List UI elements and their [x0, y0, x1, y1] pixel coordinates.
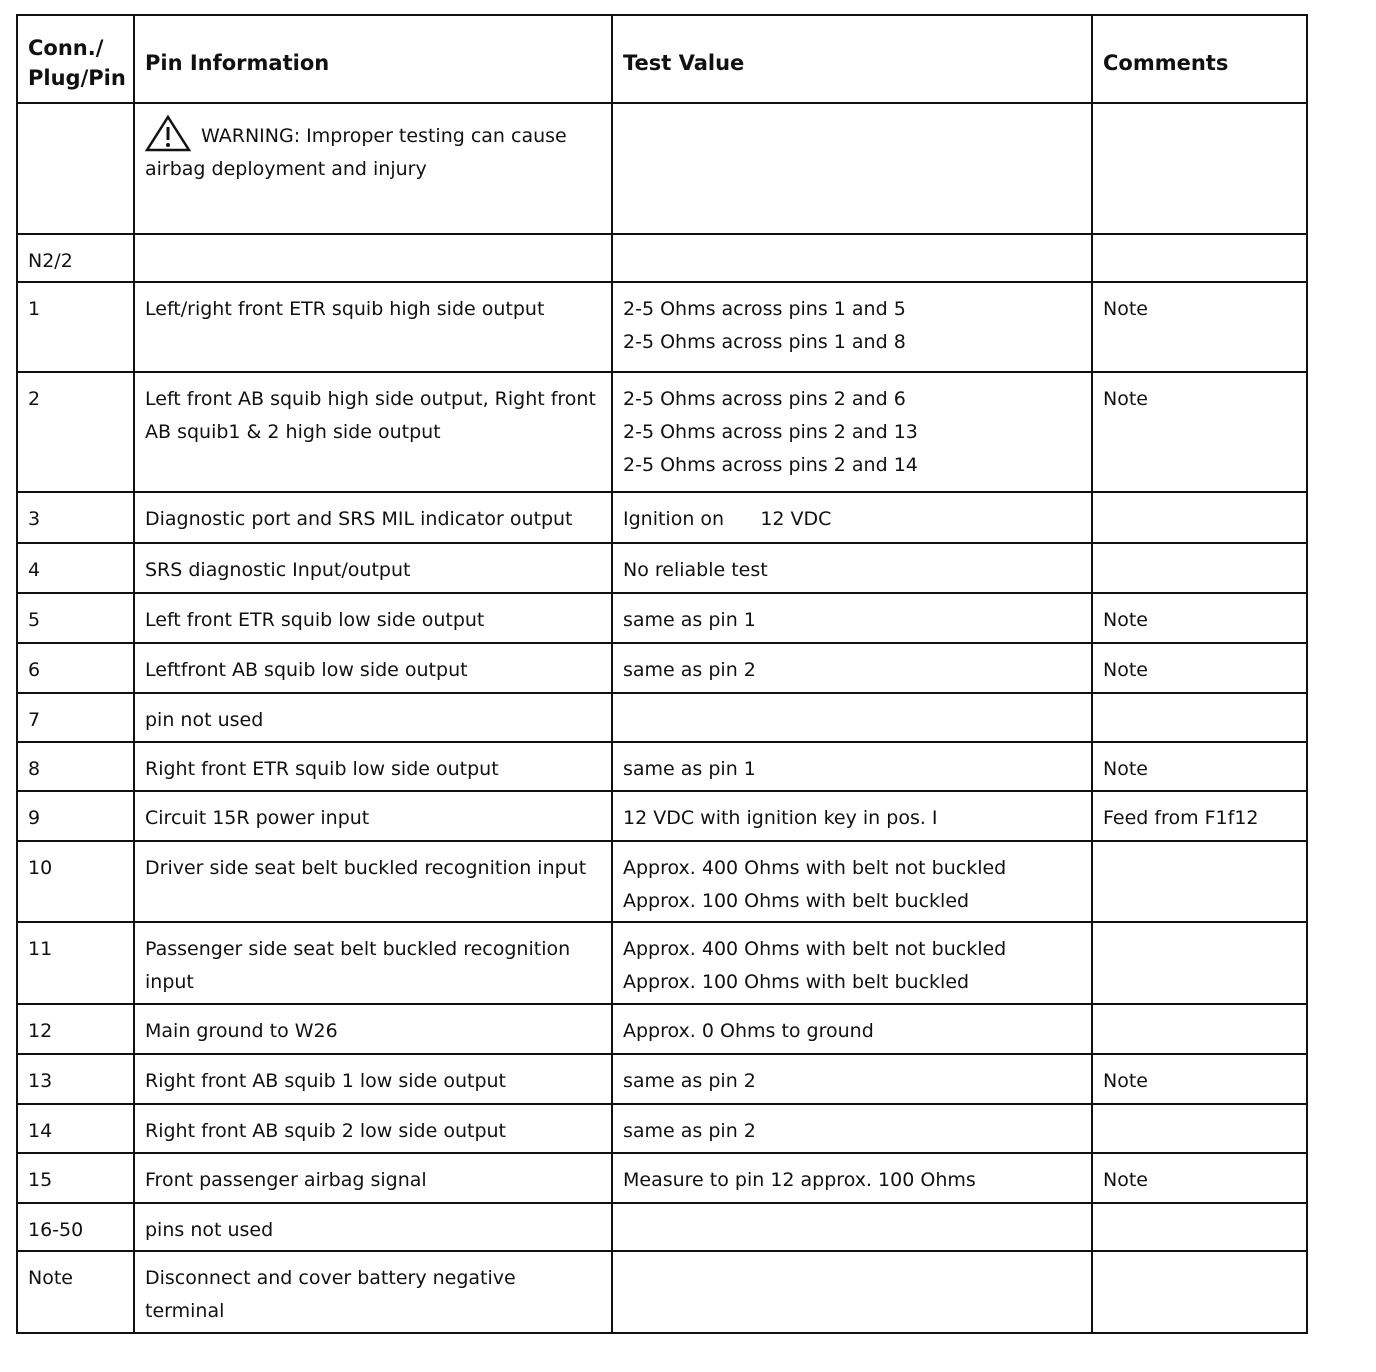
- comment: [1092, 543, 1307, 593]
- test-value: [612, 1004, 1092, 1054]
- test-value: [612, 791, 1092, 841]
- test-value-line: Approx. 100 Ohms with belt buckled: [623, 890, 970, 912]
- test-value: [612, 593, 1092, 643]
- pin-information: Passenger side seat belt buckled recognition input: [134, 922, 612, 1004]
- comment: [1092, 1104, 1307, 1153]
- table-cell: [17, 103, 134, 234]
- table-row: [17, 593, 1307, 643]
- comment: Note: [1092, 1054, 1307, 1104]
- warning-cell: [134, 103, 612, 234]
- table-row: [17, 1251, 1307, 1333]
- test-value-line: 2-5 Ohms across pins 1 and 5: [623, 298, 906, 320]
- pin-information: Circuit 15R power input: [134, 791, 612, 841]
- pin-number: 8: [17, 742, 134, 791]
- test-value-line: No reliable test: [623, 559, 768, 581]
- comment: [1092, 1251, 1307, 1333]
- table-row: [17, 1203, 1307, 1251]
- table-row: [17, 492, 1307, 543]
- table-row: [17, 742, 1307, 791]
- test-value-line: same as pin 2: [623, 659, 756, 681]
- test-value-line: same as pin 1: [623, 609, 756, 631]
- pin-number: 14: [17, 1104, 134, 1153]
- table-row: [17, 234, 1307, 282]
- table-row: [17, 1054, 1307, 1104]
- test-value-line: Approx. 0 Ohms to ground: [623, 1020, 874, 1042]
- pin-number: 10: [17, 841, 134, 922]
- pin-information: Main ground to W26: [134, 1004, 612, 1054]
- test-value-line: Approx. 400 Ohms with belt not buckled: [623, 857, 1007, 879]
- test-value-line: same as pin 2: [623, 1070, 756, 1092]
- table-row: [17, 922, 1307, 1004]
- comment: [1092, 1004, 1307, 1054]
- pin-information: pins not used: [134, 1203, 612, 1251]
- comment: [1092, 234, 1307, 282]
- pin-information: Driver side seat belt buckled recognition input: [134, 841, 612, 922]
- pin-number: 15: [17, 1153, 134, 1203]
- table-row: [17, 1004, 1307, 1054]
- pin-number: 5: [17, 593, 134, 643]
- comment: [1092, 1203, 1307, 1251]
- test-value: [612, 543, 1092, 593]
- pin-number: 12: [17, 1004, 134, 1054]
- header-row: [17, 15, 1307, 103]
- pin-number: 13: [17, 1054, 134, 1104]
- comment: Note: [1092, 742, 1307, 791]
- pin-information: Right front AB squib 2 low side output: [134, 1104, 612, 1153]
- pin-number: N2/2: [17, 234, 134, 282]
- pin-information: Diagnostic port and SRS MIL indicator output: [134, 492, 612, 543]
- pin-number: 11: [17, 922, 134, 1004]
- test-value-line: 2-5 Ohms across pins 2 and 14: [623, 454, 918, 476]
- pin-number: 9: [17, 791, 134, 841]
- pin-number: 6: [17, 643, 134, 693]
- pin-number: 1: [17, 282, 134, 372]
- pin-number: 16-50: [17, 1203, 134, 1251]
- pin-information: pin not used: [134, 693, 612, 742]
- pin-number: 3: [17, 492, 134, 543]
- pin-information: SRS diagnostic Input/output: [134, 543, 612, 593]
- pin-information: Left/right front ETR squib high side output: [134, 282, 612, 372]
- pin-rows: [17, 234, 1307, 1333]
- test-value: [612, 643, 1092, 693]
- comment: [1092, 841, 1307, 922]
- test-value-line: Approx. 100 Ohms with belt buckled: [623, 971, 970, 993]
- test-value-line: Approx. 400 Ohms with belt not buckled: [623, 938, 1007, 960]
- comment: Note: [1092, 1153, 1307, 1203]
- test-value: [612, 841, 1092, 922]
- pin-information: Right front ETR squib low side output: [134, 742, 612, 791]
- test-value: [612, 922, 1092, 1004]
- table-row: [17, 1104, 1307, 1153]
- pin-information: Left front ETR squib low side output: [134, 593, 612, 643]
- test-value-line: 12 VDC with ignition key in pos. I: [623, 807, 938, 829]
- pin-information: Right front AB squib 1 low side output: [134, 1054, 612, 1104]
- pin-number: 7: [17, 693, 134, 742]
- pin-info-table: [16, 14, 1308, 1334]
- header-comments: Comments: [1092, 15, 1307, 103]
- table-row: [17, 693, 1307, 742]
- test-value: [612, 492, 1092, 543]
- warning-triangle-icon: [145, 114, 191, 152]
- test-value: [612, 742, 1092, 791]
- table-cell: [612, 103, 1092, 234]
- test-value-line: same as pin 2: [623, 1120, 756, 1142]
- test-value-line: Measure to pin 12 approx. 100 Ohms: [623, 1169, 976, 1191]
- test-value: [612, 1054, 1092, 1104]
- header-conn-plug-pin: Conn./ Plug/Pin: [17, 15, 134, 103]
- table-row: [17, 791, 1307, 841]
- pin-information: [134, 234, 612, 282]
- test-value: [612, 1104, 1092, 1153]
- table-cell: [1092, 103, 1307, 234]
- pin-information: Disconnect and cover battery negative terminal: [134, 1251, 612, 1333]
- test-value: [612, 1153, 1092, 1203]
- test-value-line: 2-5 Ohms across pins 2 and 6: [623, 388, 906, 410]
- comment: [1092, 693, 1307, 742]
- comment: Note: [1092, 593, 1307, 643]
- test-value-line: Ignition on 12 VDC: [623, 508, 832, 530]
- table-row: [17, 543, 1307, 593]
- table-row: [17, 282, 1307, 372]
- comment: Note: [1092, 372, 1307, 492]
- test-value: [612, 372, 1092, 492]
- table-row: [17, 643, 1307, 693]
- test-value: [612, 1251, 1092, 1333]
- test-value: [612, 1203, 1092, 1251]
- pin-number: Note: [17, 1251, 134, 1333]
- header-pin-information: Pin Information: [134, 15, 612, 103]
- test-value: [612, 693, 1092, 742]
- warning-text: WARNING: Improper testing can cause airbag deployment and injury: [145, 125, 567, 180]
- table-row: [17, 1153, 1307, 1203]
- comment: Feed from F1f12: [1092, 791, 1307, 841]
- comment: [1092, 922, 1307, 1004]
- pin-information: Left front AB squib high side output, Right front AB squib1 & 2 high side output: [134, 372, 612, 492]
- comment: Note: [1092, 282, 1307, 372]
- test-value: [612, 282, 1092, 372]
- header-test-value: Test Value: [612, 15, 1092, 103]
- comment: [1092, 492, 1307, 543]
- pin-number: 4: [17, 543, 134, 593]
- pin-number: 2: [17, 372, 134, 492]
- pin-information: Leftfront AB squib low side output: [134, 643, 612, 693]
- test-value-line: same as pin 1: [623, 758, 756, 780]
- test-value: [612, 234, 1092, 282]
- test-value-line: 2-5 Ohms across pins 1 and 8: [623, 331, 906, 353]
- table-row: [17, 841, 1307, 922]
- test-value-line: 2-5 Ohms across pins 2 and 13: [623, 421, 918, 443]
- table-row: [17, 372, 1307, 492]
- warning-row: [17, 103, 1307, 234]
- pin-information: Front passenger airbag signal: [134, 1153, 612, 1203]
- comment: Note: [1092, 643, 1307, 693]
